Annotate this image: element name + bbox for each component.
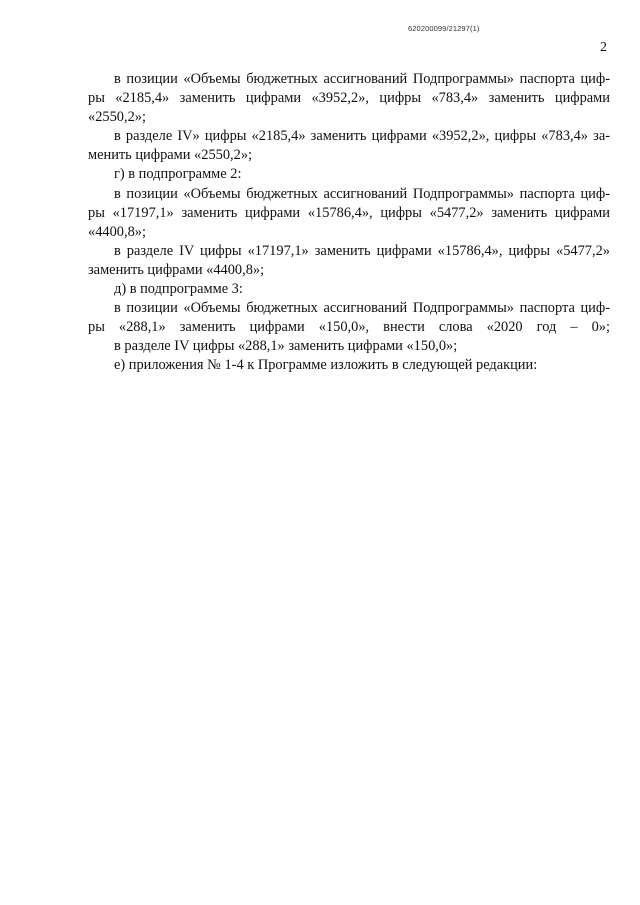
text-line: в позиции «Объемы бюджетных ассигнований Подпрограммы» паспорта циф- [114, 71, 610, 87]
text-line: д) в подпрограмме 3: [114, 281, 243, 298]
document-id: 620200099/21297(1) [408, 24, 480, 33]
text-line: «2550,2»; [88, 109, 146, 126]
text-line: ры «17197,1» заменить цифрами «15786,4», цифры «5477,2» заменить цифрами [88, 204, 610, 221]
text-line: е) приложения № 1-4 к Программе изложить в следующей редакции: [114, 357, 538, 374]
text-line: в позиции «Объемы бюджетных ассигнований Подпрограммы» паспорта циф- [114, 300, 610, 317]
text-line: ры «2185,4» заменить цифрами «3952,2», цифры «783,4» заменить цифрами [88, 90, 610, 107]
text-line: «4400,8»; [88, 223, 146, 240]
body-text [88, 70, 610, 376]
text-line: заменить цифрами «4400,8»; [88, 261, 265, 278]
text-line: в разделе IV» цифры «2185,4» заменить цифрами «3952,2», цифры «783,4» за- [114, 128, 610, 145]
text-line: менить цифрами «2550,2»; [88, 147, 253, 164]
text-line: в позиции «Объемы бюджетных ассигнований Подпрограммы» паспорта циф- [114, 185, 610, 202]
text-line: в разделе IV цифры «288,1» заменить цифрами «150,0»; [114, 338, 458, 355]
text-line: в разделе IV цифры «17197,1» заменить цифрами «15786,4», цифры «5477,2» [114, 242, 610, 259]
text-line: ры «288,1» заменить цифрами «150,0», внести слова «2020 год – 0»; [88, 319, 610, 336]
text-line: г) в подпрограмме 2: [114, 166, 242, 183]
page-number: 2 [600, 40, 607, 55]
